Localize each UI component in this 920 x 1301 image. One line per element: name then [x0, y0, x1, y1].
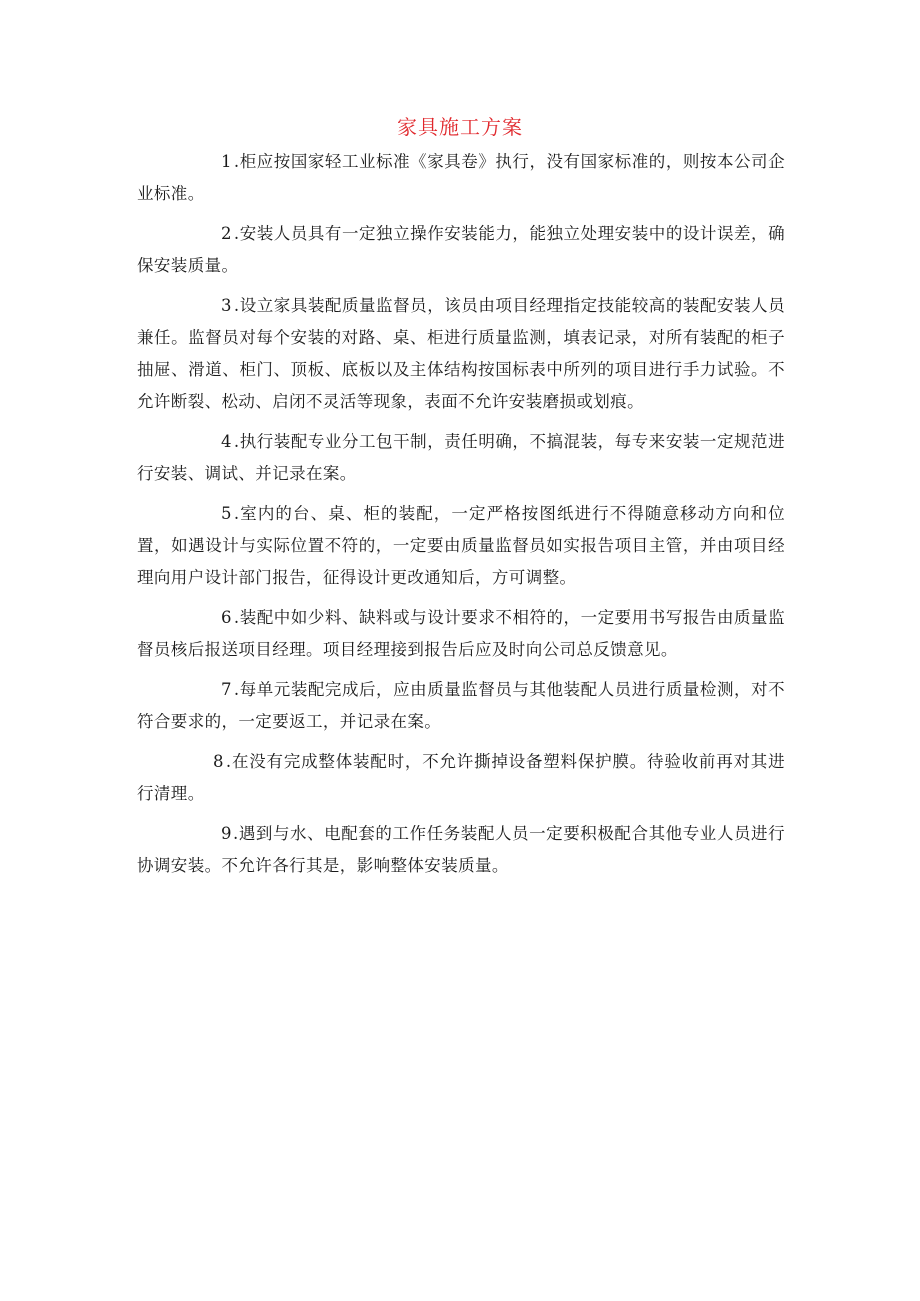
paragraph-7 [137, 674, 785, 738]
item-number: 6 [221, 608, 232, 627]
item-text: .设立家具装配质量监督员，该员由项目经理指定技能较高的装配安装人员兼任。监督员对每个安装的对路、桌、柜进行质量监测，填表记录，对所有装配的柜子抽屉、滑道、柜门、顶板、底板以及主体结构按国标表中所列的项目进行手力试验。不允许断裂、松动、启闭不灵活等现象，表面不允许安装磨损或划痕。 [137, 296, 785, 411]
paragraph-8 [137, 746, 785, 810]
paragraph-3 [137, 290, 785, 418]
document-body [137, 146, 785, 890]
item-number: 3 [221, 296, 232, 315]
paragraph-1 [137, 146, 785, 210]
paragraph-4 [137, 426, 785, 490]
item-text: .室内的台、桌、柜的装配，一定严格按图纸进行不得随意移动方向和位置，如遇设计与实际位置不符的，一定要由质量监督员如实报告项目主管，并由项目经理向用户设计部门报告，征得设计更改通知后，方可调整。 [137, 504, 785, 587]
item-text: .遇到与水、电配套的工作任务装配人员一定要积极配合其他专业人员进行协调安装。不允许各行其是，影响整体安装质量。 [137, 824, 785, 875]
paragraph-9 [137, 818, 785, 882]
item-text: .装配中如少料、缺料或与设计要求不相符的，一定要用书写报告由质量监督员核后报送项目经理。项目经理接到报告后应及时向公司总反馈意见。 [137, 608, 785, 659]
paragraph-6 [137, 602, 785, 666]
item-number: 7 [221, 680, 232, 699]
item-number: 9 [221, 824, 232, 843]
item-text: .执行装配专业分工包干制，责任明确，不搞混装，每专来安装一定规范进行安装、调试、并记录在案。 [137, 432, 785, 483]
item-text: .在没有完成整体装配时，不允许撕掉设备塑料保护膜。待验收前再对其进行清理。 [137, 752, 785, 803]
item-number: 5 [221, 504, 232, 523]
paragraph-5 [137, 498, 785, 594]
document-title: 家具施工方案 [397, 115, 523, 139]
item-number: 8 [213, 752, 224, 771]
item-text: .安装人员具有一定独立操作安装能力，能独立处理安装中的设计误差，确保安装质量。 [137, 224, 785, 275]
item-number: 1 [221, 152, 232, 171]
item-text: .每单元装配完成后，应由质量监督员与其他装配人员进行质量检测，对不符合要求的，一定要返工，并记录在案。 [137, 680, 785, 731]
item-number: 4 [221, 432, 232, 451]
paragraph-2 [137, 218, 785, 282]
item-text: .柜应按国家轻工业标准《家具卷》执行，没有国家标准的，则按本公司企业标准。 [137, 152, 785, 203]
item-number: 2 [221, 224, 232, 243]
